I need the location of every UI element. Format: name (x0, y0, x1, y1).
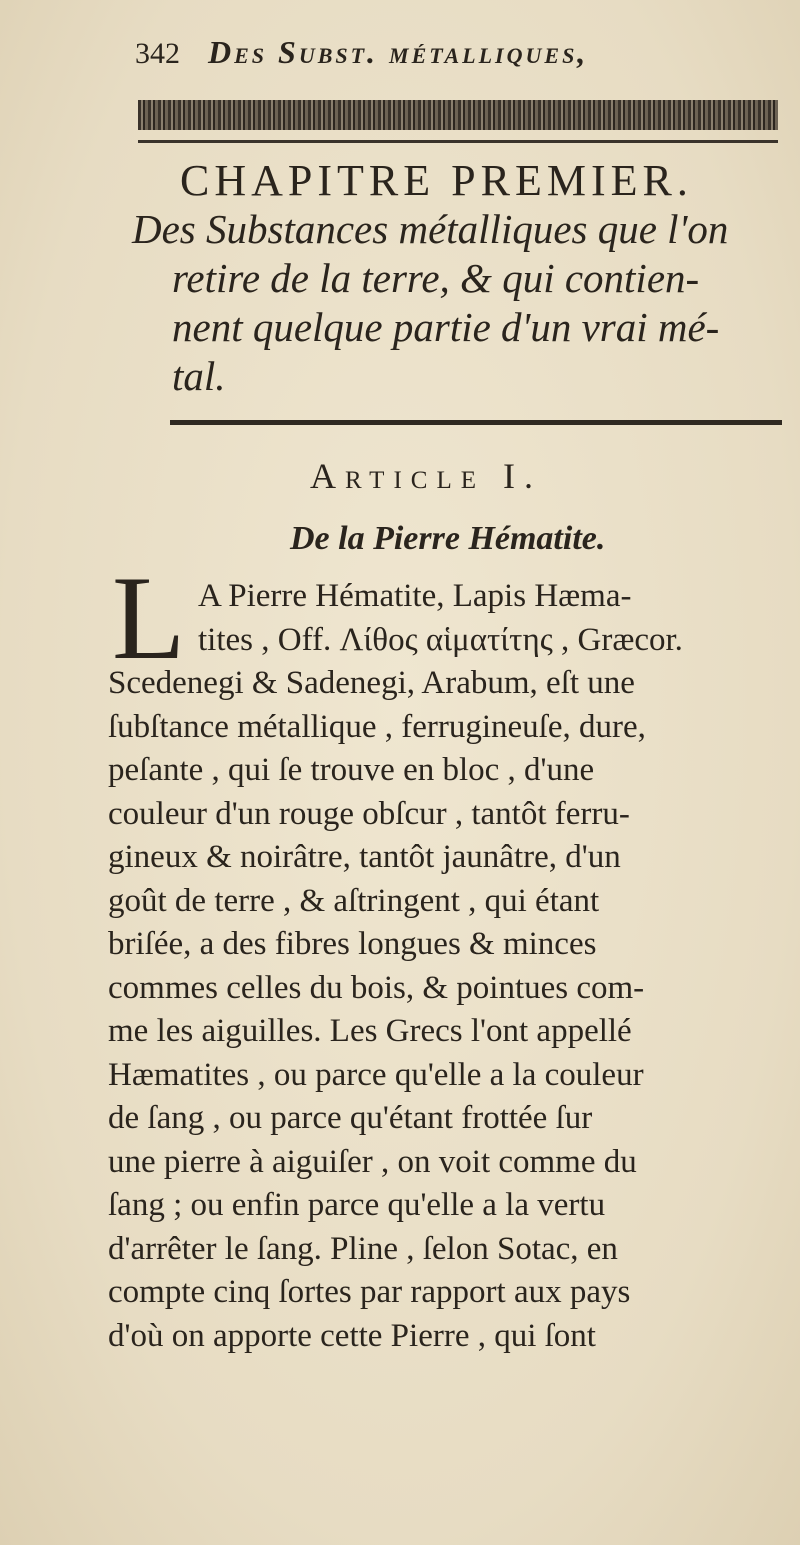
subtitle-line: tal. (172, 353, 226, 399)
text-line: Hæmatites , ou parce qu'elle a la couleur (108, 1056, 644, 1093)
text-line: goût de terre , & aſtringent , qui étant (108, 882, 600, 919)
text-line: gineux & noirâtre, tantôt jaunâtre, d'un (108, 839, 621, 875)
text-line: une pierre à aiguiſer , on voit comme du (108, 1143, 637, 1180)
text-line: couleur d'un rouge obſcur , tantôt ferru- (108, 795, 630, 832)
subtitle-line: retire de la terre, & qui contien- (172, 255, 700, 301)
text-line: Scedenegi & Sadenegi, Arabum, eſt une (108, 665, 635, 701)
subtitle-line: nent quelque partie d'un vrai mé- (172, 304, 720, 350)
text-line: briſée, a des fibres longues & minces (108, 926, 597, 962)
running-head (135, 34, 775, 90)
section-title: De la Pierre Hématite. (290, 520, 606, 557)
text-line: A Pierre Hématite, Lapis Hæma- (198, 578, 632, 614)
body-text (108, 575, 788, 1358)
text-line: compte cinq ſortes par rapport aux pays (108, 1274, 631, 1310)
subtitle-line: Des Substances métalliques que l'on (132, 206, 729, 252)
page-number: 342 (135, 37, 180, 70)
text-line: tites , Off. Λίθος αἱματίτης , Græcor. (198, 621, 683, 658)
ornament-band (138, 100, 778, 130)
text-line: d'où on apporte cette Pierre , qui ſont (108, 1317, 596, 1354)
text-line: d'arrêter le ſang. Pline , ſelon Sotac, en (108, 1230, 618, 1267)
text-line: commes celles du bois, & pointues com- (108, 969, 645, 1006)
section-rule (170, 420, 782, 425)
running-head-title: Des Subst. métalliques, (208, 34, 589, 70)
text-line: me les aiguilles. Les Grecs l'ont appellé (108, 1013, 632, 1049)
text-line: peſante , qui ſe trouve en bloc , d'une (108, 752, 595, 788)
text-line: ſubſtance métallique , ferrugineuſe, dure, (108, 708, 646, 745)
header-rule (138, 140, 778, 143)
chapter-subtitle (130, 205, 790, 401)
article-heading: Article I. (310, 456, 542, 496)
text-line: de ſang , ou parce qu'étant frottée ſur (108, 1100, 593, 1136)
drop-cap: L (112, 551, 186, 684)
text-line: ſang ; ou enfin parce qu'elle a la vertu (108, 1187, 606, 1223)
chapter-title: CHAPITRE PREMIER. (180, 156, 693, 205)
